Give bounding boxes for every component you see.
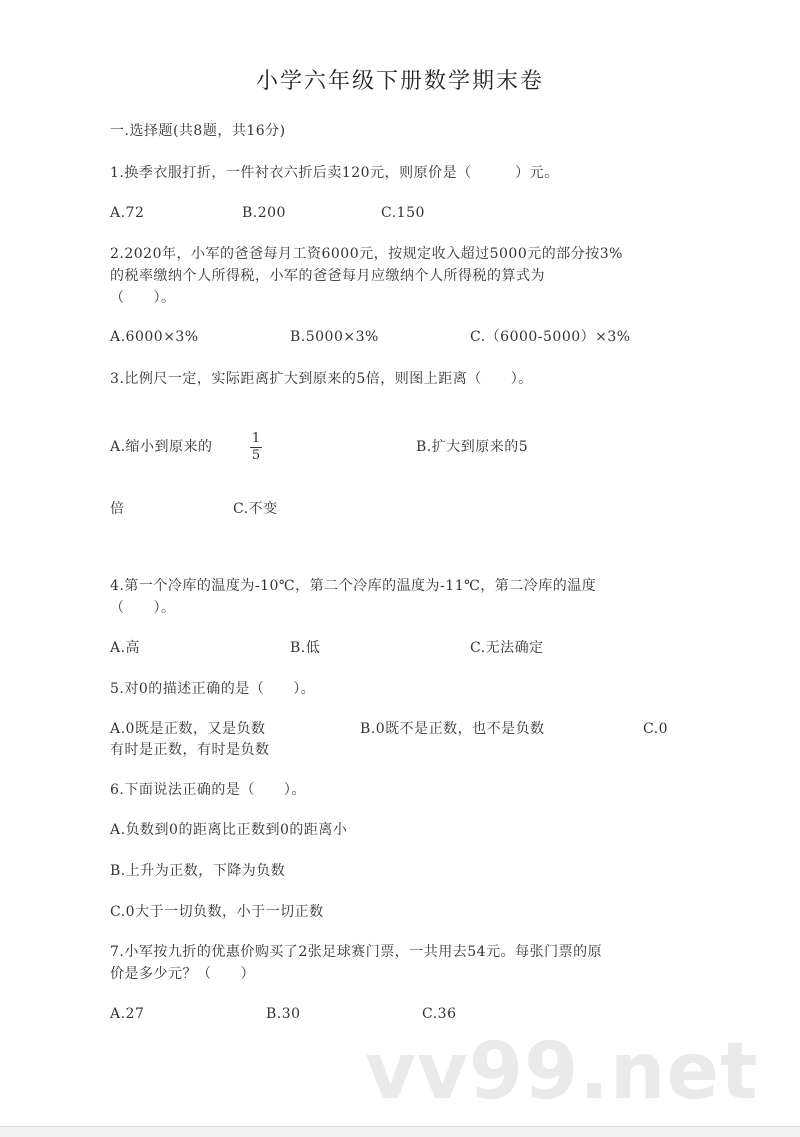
question-7: 7.小军按九折的优惠价购买了2张足球赛门票，一共用去54元。每张门票的原: [110, 944, 603, 960]
fraction-numerator: 1: [251, 431, 261, 446]
question-4-line-2: （ ）。: [110, 600, 176, 616]
option-a: A.0既是正数，又是负数: [110, 721, 266, 737]
option-a: A.缩小到原来的: [110, 439, 213, 455]
question-6: 6.下面说法正确的是（ ）。: [110, 782, 306, 798]
question-1: 1.换季衣服打折，一件衬衣六折后卖120元，则原价是（ ）元。: [110, 165, 559, 181]
option-c: C.150: [381, 205, 425, 221]
option-b-continued: 倍: [110, 501, 125, 517]
option-c: C.36: [422, 1006, 457, 1022]
option-b: B.扩大到原来的5: [416, 439, 529, 455]
question-5: 5.对0的描述正确的是（ ）。: [110, 681, 316, 697]
option-b: B.30: [266, 1006, 301, 1022]
option-a: A.27: [110, 1006, 145, 1022]
option-b: B.上升为正数，下降为负数: [110, 863, 286, 879]
option-a: A.高: [110, 640, 141, 656]
option-a: A.6000×3%: [110, 329, 199, 345]
page-bottom-edge: [0, 1126, 800, 1137]
question-2: 2.2020年，小军的爸爸每月工资6000元，按规定收入超过5000元的部分按3%: [110, 246, 623, 262]
watermark: vv99.net: [365, 1027, 759, 1117]
option-a: A.负数到0的距离比正数到0的距离小: [110, 822, 348, 838]
page-title: 小学六年级下册数学期末卷: [255, 69, 544, 94]
fraction-one-fifth: [250, 432, 262, 463]
option-c: C.（6000-5000）×3%: [470, 329, 631, 345]
question-2-line-2: 的税率缴纳个人所得税，小军的爸爸每月应缴纳个人所得税的算式为: [110, 268, 545, 284]
section-heading: 一.选择题(共8题，共16分): [110, 123, 286, 139]
question-2-line-3: （ ）。: [110, 290, 176, 306]
option-c-continued: 有时是正数，有时是负数: [110, 742, 270, 758]
option-a: A.72: [110, 205, 145, 221]
question-4: 4.第一个冷库的温度为-10℃，第二个冷库的温度为-11℃，第二冷库的温度: [110, 578, 597, 594]
question-3: 3.比例尺一定，实际距离扩大到原来的5倍，则图上距离（ ）。: [110, 371, 533, 387]
option-c: C.不变: [233, 501, 278, 517]
option-b: B.200: [242, 205, 286, 221]
option-c: C.0大于一切负数，小于一切正数: [110, 904, 324, 920]
option-b: B.低: [290, 640, 321, 656]
option-b: B.5000×3%: [290, 329, 379, 345]
question-7-line-2: 价是多少元？（ ）: [110, 966, 255, 982]
fraction-denominator: 5: [251, 448, 261, 463]
option-c: C.0: [643, 721, 669, 737]
option-b: B.0既不是正数，也不是负数: [360, 721, 545, 737]
option-c: C.无法确定: [470, 640, 544, 656]
